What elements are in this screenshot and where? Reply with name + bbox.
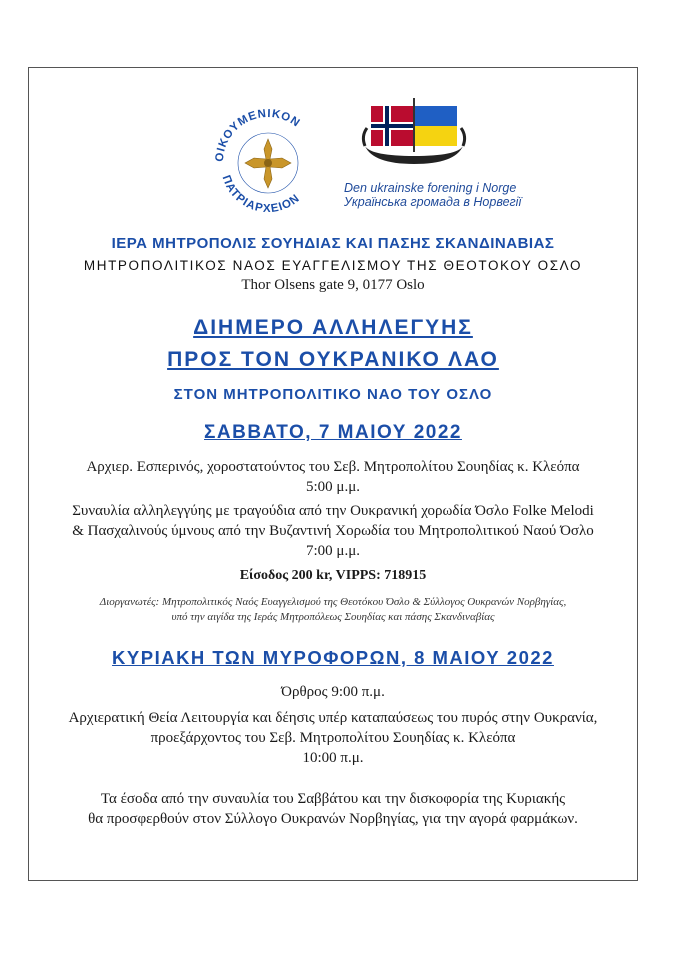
event-title-line2: ΠΡΟΣ ΤΟΝ ΟΥΚΡΑΝΙΚΟ ΛΑΟ	[167, 348, 499, 371]
ukraine-flag-icon	[415, 106, 457, 146]
saturday-vespers-time: 5:00 μ.μ.	[305, 479, 360, 495]
saturday-concert-line2: & Πασχαλινούς ύμνους από την Βυζαντινή Χορωδία του Μητροπολιτικού Ναού Όσλο	[72, 523, 594, 539]
sunday-liturgy-line1: Αρχιερατική Θεία Λειτουργία και δέησις υπέρ καταπαύσεως του πυρός στην Ουκρανία,	[68, 710, 598, 726]
patriarchate-seal-logo	[209, 103, 327, 221]
footer-line2: θα προσφερθούν στον Σύλλογο Ουκρανών Νορβηγίας, για την αγορά φαρμάκων.	[88, 811, 578, 827]
cathedral-name: ΜΗΤΡΟΠΟΛΙΤΙΚΟΣ ΝΑΟΣ ΕΥΑΓΓΕΛΙΣΜΟΥ ΤΗΣ ΘΕΟΤΟΚΟΥ ΟΣΛΟ	[83, 258, 583, 273]
sunday-heading: ΚΥΡΙΑΚΗ ΤΩΝ ΜΥΡΟΦΟΡΩΝ, 8 ΜΑΙΟΥ 2022	[112, 647, 554, 668]
saturday-heading: ΣΑΒΒΑΤΟ, 7 ΜΑΙΟΥ 2022	[204, 422, 462, 443]
organizers-line1: Διοργανωτές: Μητροπολιτικός Ναός Ευαγγελισμού της Θεοτόκου Όσλο & Σύλλογος Ουκρανών Νορβηγίας,	[99, 596, 567, 608]
entry-fee: Είσοδος 200 kr, VIPPS: 718915	[239, 568, 427, 583]
event-subtitle: ΣΤΟΝ ΜΗΤΡΟΠΟΛΙΤΙΚΟ ΝΑΟ ΤΟΥ ΟΣΛΟ	[173, 386, 493, 403]
svg-text:ΠΑΤΡΙΑΡΧΕΙΟΝ: ΠΑΤΡΙΑΡΧΕΙΟΝ	[219, 173, 303, 216]
saturday-concert-time: 7:00 μ.μ.	[305, 543, 360, 559]
organizers-line2: υπό την αιγίδα της Ιεράς Μητροπόλεως Σουηδίας και πάσης Σκανδιναβίας	[171, 611, 495, 623]
norway-flag-icon	[371, 106, 413, 146]
sunday-orthros: Όρθρος 9:00 π.μ.	[281, 684, 385, 700]
saturday-concert-line1: Συναυλία αλληλεγγύης με τραγούδια από την Ουκρανική χορωδία Όσλο Folke Melodi	[72, 503, 594, 519]
footer-line1: Τα έσοδα από την συναυλία του Σαββάτου και την δισκοφορία της Κυριακής	[100, 791, 566, 807]
metropolis-name: ΙΕΡΑ ΜΗΤΡΟΠΟΛΙΣ ΣΟΥΗΔΙΑΣ ΚΑΙ ΠΑΣΗΣ ΣΚΑΝΔΙΝΑΒΙΑΣ	[111, 235, 555, 252]
address: Thor Olsens gate 9, 0177 Oslo	[241, 277, 425, 293]
association-name-ukrainian: Українська громада в Норвегії	[344, 195, 522, 209]
poster	[28, 67, 638, 881]
association-name	[344, 181, 554, 209]
association-name-norwegian: Den ukrainske forening i Norge	[344, 181, 517, 195]
sunday-liturgy-time: 10:00 π.μ.	[302, 750, 364, 766]
event-title-line1: ΔΙΗΜΕΡΟ ΑΛΛΗΛΕΓΥΗΣ	[193, 316, 473, 339]
sunday-liturgy-line2: προεξάρχοντος του Σεβ. Μητροπολίτου Σουηδίας κ. Κλεόπα	[150, 730, 516, 746]
saturday-vespers: Αρχιερ. Εσπερινός, χοροστατούντος του Σεβ. Μητροπολίτου Σουηδίας κ. Κλεόπα	[86, 459, 580, 475]
viking-ship-flags-icon	[359, 98, 469, 180]
svg-text:ΟΙΚΟΥΜΕΝΙΚΟΝ	[214, 108, 302, 163]
seal-ring-text: ΟΙΚΟΥΜΕΝΙΚΟΝ	[213, 107, 303, 163]
ukrainian-association-logo	[339, 98, 539, 228]
